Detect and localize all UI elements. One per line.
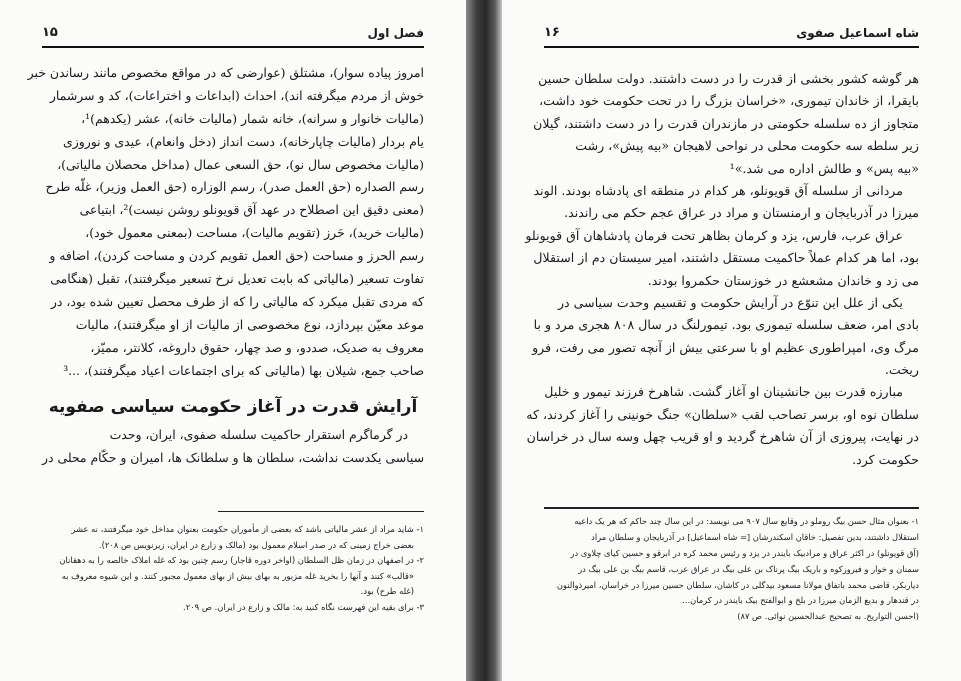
body-line: رسم الحرز و مساحت (حق العمل تقویم کردن و مساحت کردن)، اضافه و [49,248,424,264]
body-line: (معنی دقیق این اصطلاح در عهد آق قویونلو روشن نیست)²، ابتیاعی [79,202,424,218]
body-line: امروز پیاده سوار)، مشتلق (عوارضی که در مواقع مخصوص مانند رساندن خبر [27,65,424,80]
footnote-line: سمنان و خوار و فیروزکوه و باریک بیگ پرناک بن علی بیگ در عراق عرب، قاسم بیگ بن علی بیگ در [578,563,919,574]
footnote-line: در قندهار و بدیع الزمان میرزا در بلخ و ابوالفتح بیک بایندر در کرمان... [682,595,919,606]
body-line: مرگ وی، امپراطوری عظیم او با سرعتی بیش از آنچه تصور می رفت، فرو [532,339,919,355]
body-line: که مردی تقبل میکرد که مالیاتی را که از طرف محصل تعیین شده بود، در [50,293,424,309]
body-line: عراق عرب، فارس، یزد و کرمان بظاهر تحت فرمان پادشاهان آق قویونلو [525,227,903,243]
body-line: مردانی از سلسله آق قویونلو، هر کدام در منطقه ای پادشاه بودند. الوند [533,182,903,198]
body-line: یکی از علل این تنوّع در آرایش حکومت و تقسیم وحدت سیاسی در [557,294,903,310]
footnote-line: «قالب» کنند و آنها را بخرید غله مزبور به بهای بیش از بهای معمول مجبور کنند. و این شیوه معروف به [61,570,414,581]
left-body-text [27,62,424,470]
left-page-number: ۱۵ [42,25,58,40]
footnote-line: ۳- برای بقیه این فهرست نگاه کنید به: مالک و زارع در ایران. ص ۲۰۹. [183,601,424,612]
footnote-line: (آق قویونلو) در اکثر عراق و مرادبیک بایندر در یزد و رئیس محمد کره در ابرقو و حسین کیای چلاوی در [570,547,919,558]
body-line: بایقرا، از خاندان تیموری، «خراسان بزرگ را در تحت حکومت خود داشت، [539,93,919,109]
body-line: «بیه پس» و طالش اداره می شد.»¹ [729,160,919,176]
right-page-header [544,22,919,48]
body-line: هر گوشه کشور بخشی از قدرت را در دست داشتند. دولت سلطان حسین [538,71,919,86]
body-line: تفاوت تسعیر (مالیاتی که بابت تعدیل نرخ تسعیر میگرفتند)، تقبل (هنگامی [50,271,424,287]
footnote-divider [544,507,919,509]
footnote-line: دیاربکر، قاضی محمد باتفاق مولانا مسعود بیدگلی در کاشان، سلطان حسین میرزا در خراسان، امیرذوالنون [556,579,919,590]
body-line: می زد و خاندان مشعشع در خوزستان حکمروا بودند. [647,272,919,288]
body-line: (مالیات خانوار و سرانه)، خانه شمار (مالیات خانه)، عشر (یکدهم)¹، [81,110,424,126]
left-footnotes [42,522,424,616]
left-running-title: فصل اول [367,26,424,40]
body-line: صاحب جمع، شیلان بها (مالیاتی که برای اجتماعات اعیاد میگرفتند)، ...³ [63,362,424,378]
body-line: رسم الصداره (حق العمل صدر)، رسم الوزاره (حق العمل وزیر)، غلّه طرح [45,179,424,195]
footnote-line: بعضی خراج زمینی که در صدر اسلام معمول بود (مالک و زارع در ایران، زیرنویس ص ۲۰۸). [98,539,414,550]
body-line: سیاسی یکدست نداشت، سلطان ها و سلطانک ها، امیران و حکّام محلی در [42,450,424,466]
body-line: متجاوز از ده سلسله حکومتی در مازندران قدرت را در دست داشتند، گیلان [533,115,919,131]
footnote-line: ۲- در اصفهان در زمان ظل السلطان (اواخر دوره قاجار) رسم چنین بود که غله املاک خالصه را به دهقانان [59,555,424,566]
body-line: میرزا در آذربایجان و ارمنستان و مراد در عراق عجم حکم می راندند. [564,205,919,221]
body-line: (مالیات مخصوص سال نو)، حق السعی عمال (مداخل محصلان مالیاتی)، [57,156,424,172]
right-page-number: ۱۶ [544,25,560,40]
body-line: سلطان نوه او، برسر تصاحب لقب «سلطان» جنگ خونینی را آغاز کردند، که [526,406,919,422]
body-line: معروف به صدیک، صددو، و صد چهار، حقوق داروغه، کلانتر، ممیّز، [90,339,424,355]
footnote-line: (احسن التواریخ. به تصحیح عبدالحسین نوائی. ص ۸۷) [737,611,919,622]
body-line: خوش از مردم میگرفته اند)، احداث (ابداعات و اختراعات)، کد و سرشمار [49,87,424,103]
section-heading: آرایش قدرت در آغاز حکومت سیاسی صفویه [48,397,418,418]
footnote-line: ۱- بعنوان مثال حسن بیگ روملو در وقایع سال ۹۰۷ می نویسد: در این سال چند حاکم که هر یک داعیه [574,516,919,526]
right-footnotes [544,514,919,625]
book-spine-gutter [466,0,502,681]
body-line: زیر سلطه سه حکومت محلی در نواحی لاهیجان «بیه پیش»، رشت [575,138,919,154]
body-line: (مالیات خرید)، حَرز (تقویم مالیات)، مساحت (بمعنی معمول خود)، [85,225,424,241]
body-line: یام بردار (مالیات چاپارخانه)، دست انداز (دخل وانعام)، عیدی و نوروزی [63,133,424,149]
body-line: مبارزه قدرت بین جانشینان او آغاز گشت. شاهرخ فرزند تیمور و خلیل [544,384,903,400]
right-running-title: شاه اسماعیل صفوی [796,26,919,40]
body-line: در گرماگرم استقرار حاکمیت سلسله صفوی، ایران، وحدت [109,427,408,443]
right-body-text [525,68,919,471]
body-line: موعد معیّن بپردازد، نوع مخصوصی از مالیات از او میگرفتند)، مالیات [75,316,424,332]
body-line: ریخت. [884,362,919,378]
footnote-line: ۱- شاید مراد از عشر مالیاتی باشد که بعضی از مأموران حکومت بعنوان مداخل خود میگرفتند، نه عشر [71,524,424,534]
footnote-line: استقلال داشتند، بدین تفصیل: خاقان اسکندرشان [= شاه اسماعیل] در آذربایجان و سلطان مراد [591,531,919,542]
left-page [0,0,466,681]
body-line: در نهایت، پیروزی از آن شاهرخ گردید و او قریب چهل وسه سال در خراسان [526,429,919,445]
body-line: بادی امر، ضعف سلسله تیموری بود. تیمورلنگ در سال ۸۰۸ هجری مرد و با [533,317,919,333]
right-page [502,0,961,681]
left-page-header [42,22,424,48]
footnote-line: (غله طرح) بود. [360,586,414,597]
body-line: بود، اما هر کدام عملاً حاکمیت مستقل داشتند، امیر سیستان دم از استقلال [533,250,919,266]
footnote-divider [218,511,424,512]
body-line: حکومت کرد. [852,451,919,467]
